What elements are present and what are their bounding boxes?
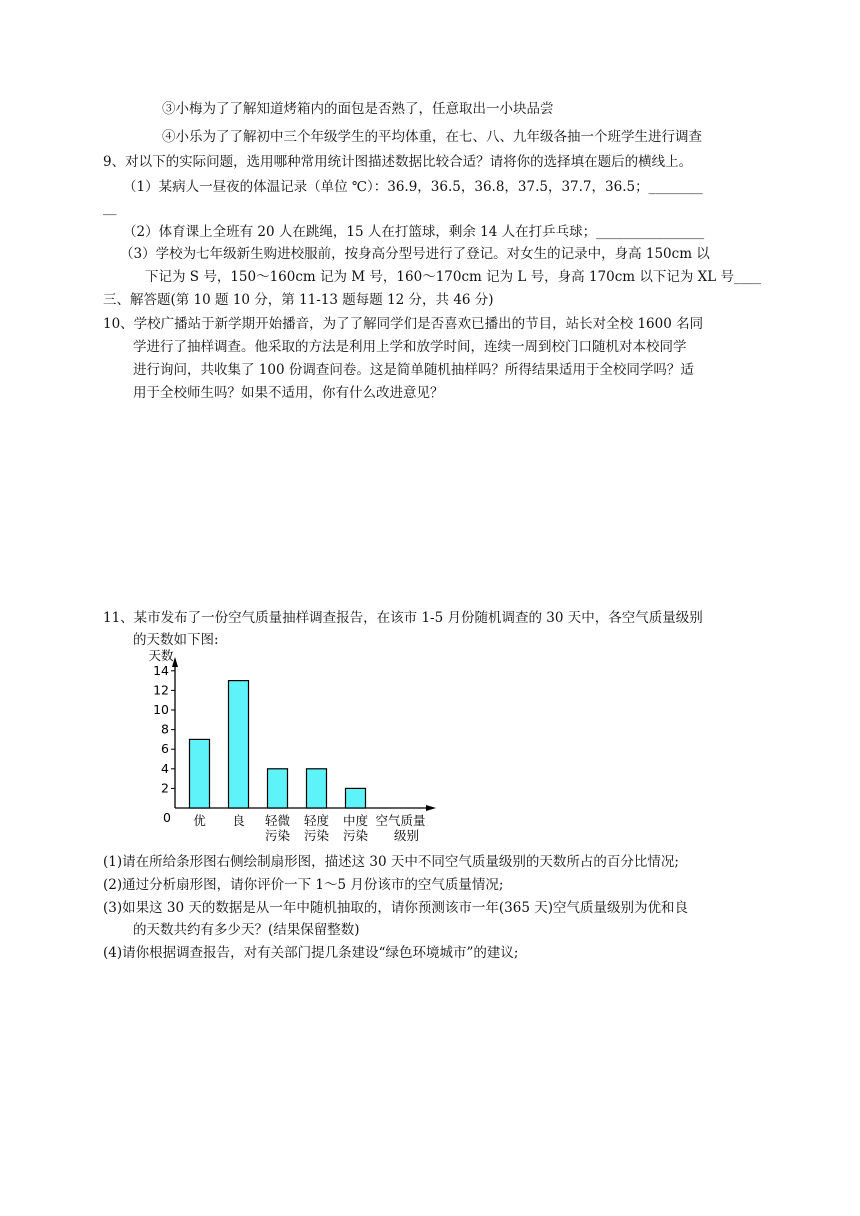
x-axis-label: 空气质量 — [375, 813, 426, 828]
question-11-text: 11、某市发布了一份空气质量抽样调查报告，在该市 1-5 月份随机调查的 30 天中，各空气质量级别 — [103, 610, 703, 626]
x-axis-arrow — [426, 805, 436, 811]
question-10-text-4: 用于全校师生吗？如果不适用，你有什么改进意见？ — [133, 385, 444, 401]
x-axis-label: 级别 — [393, 828, 420, 843]
category-label: 良 — [232, 813, 245, 828]
y-tick-label: 8 — [161, 721, 169, 737]
category-label: 轻微 — [264, 813, 291, 828]
item-4-text: ④小乐为了了解初中三个年级学生的平均体重，在七、八、九年级各抽一个班学生进行调查 — [162, 129, 702, 145]
bar — [346, 788, 366, 808]
y-tick-label: 4 — [161, 760, 169, 776]
question-9-part-3-continued: 下记为 S 号，150～160cm 记为 M 号，160～170cm 记为 L 号，身高 170cm 以下记为 XL 号____ — [145, 269, 762, 285]
category-label: 污染 — [342, 828, 369, 843]
question-9-part-1: （1）某病人一昼夜的体温记录（单位 ℃）：36.9，36.5，36.8，37.5，37.7，36.5；________ — [123, 179, 703, 195]
question-9-part-2: （2）体育课上全班有 20 人在跳绳，15 人在打篮球，剩余 14 人在打乒乓球；________________ — [123, 224, 705, 240]
subquestion-3: (3)如果这 30 天的数据是从一年中随机抽取的，请你预测该市一年(365 天)空气质量级别为优和良 — [103, 900, 688, 916]
y-tick-label: 10 — [153, 702, 169, 717]
subquestion-3-continued: 的天数共约有多少天？(结果保留整数) — [133, 922, 360, 938]
y-tick-label: 14 — [153, 662, 169, 678]
category-label: 中度 — [342, 813, 369, 828]
item-3-text: ③小梅为了了解知道烤箱内的面包是否熟了，任意取出一小块品尝 — [162, 101, 554, 117]
section-3-heading: 三、解答题(第 10 题 10 分，第 11-13 题每题 12 分，共 46 分) — [103, 292, 494, 308]
category-label: 污染 — [303, 828, 330, 843]
subquestion-2: (2)通过分析扇形图，请你评价一下 1～5 月份该市的空气质量情况; — [103, 877, 504, 893]
bar — [190, 739, 210, 808]
bar — [229, 681, 249, 808]
y-tick-label: 12 — [153, 682, 169, 698]
category-label: 污染 — [264, 828, 291, 843]
origin-label: 0 — [163, 810, 171, 825]
y-tick-label: 6 — [161, 741, 169, 757]
question-9-part-3: （3）学校为七年级新生购进校服前，按身高分型号进行了登记。对女生的记录中，身高 150cm 以 — [120, 246, 710, 262]
air-quality-bar-chart — [150, 640, 450, 850]
subquestion-4: (4)请你根据调查报告，对有关部门提几条建设“绿色环境城市”的建议; — [103, 945, 519, 961]
category-label: 轻度 — [303, 813, 330, 828]
bar — [268, 769, 288, 808]
y-tick-label: 2 — [161, 780, 169, 796]
subquestion-1: (1)请在所给条形图右侧绘制扇形图，描述这 30 天中不同空气质量级别的天数所占的百分比情况; — [103, 854, 679, 870]
question-10-text-2: 学进行了抽样调查。他采取的方法是利用上学和放学时间，连续一周到校门口随机对本校同学 — [133, 339, 687, 355]
bar — [307, 769, 327, 808]
chart-svg — [150, 640, 450, 850]
question-11-text-2: 的天数如下图: — [133, 632, 219, 648]
question-9-part-1-continued: __ — [103, 200, 117, 216]
y-axis-label: 天数 — [148, 648, 174, 663]
category-label: 优 — [193, 813, 206, 828]
question-10-text-3: 进行询问，共收集了 100 份调查问卷。这是简单随机抽样吗？所得结果适用于全校同学吗？适 — [133, 362, 694, 378]
question-10-text: 10、学校广播站于新学期开始播音，为了了解同学们是否喜欢已播出的节目，站长对全校 1600 名同 — [103, 316, 704, 332]
question-9-text: 9、对以下的实际问题，选用哪种常用统计图描述数据比较合适？请将你的选择填在题后的横线上。 — [103, 154, 693, 170]
